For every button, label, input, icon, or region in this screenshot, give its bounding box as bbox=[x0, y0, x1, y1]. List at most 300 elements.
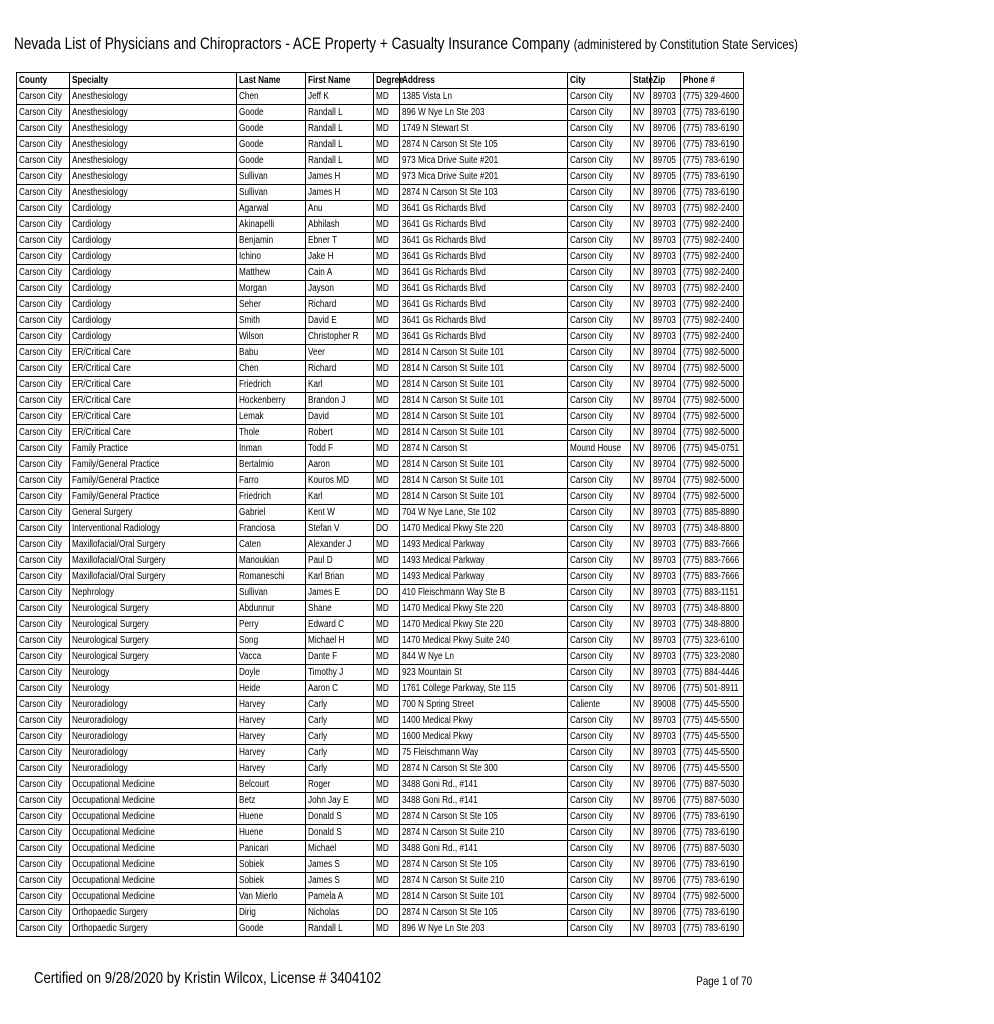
specialty-cell bbox=[70, 665, 237, 681]
cell-text: 89704 bbox=[653, 459, 676, 470]
specialty-cell bbox=[70, 217, 237, 233]
specialty-cell bbox=[70, 265, 237, 281]
specialty-cell bbox=[70, 377, 237, 393]
cell-text: Neurological Surgery bbox=[72, 635, 149, 646]
cell-text: 89704 bbox=[653, 891, 676, 902]
state-cell bbox=[631, 873, 651, 889]
address-cell bbox=[400, 169, 568, 185]
county-cell bbox=[17, 921, 70, 937]
table-row bbox=[17, 393, 744, 409]
cell-text: NV bbox=[633, 923, 645, 934]
cell-text: (775) 982-2400 bbox=[683, 283, 740, 294]
cell-text: Carson City bbox=[570, 571, 613, 582]
cell-text: Randall L bbox=[308, 139, 343, 150]
state-cell bbox=[631, 345, 651, 361]
cell-text: Carson City bbox=[19, 331, 62, 342]
cell-text: Heide bbox=[239, 683, 261, 694]
cell-text: Carson City bbox=[570, 859, 613, 870]
cell-text: 89703 bbox=[653, 507, 676, 518]
cell-text: Carson City bbox=[570, 779, 613, 790]
city-cell bbox=[568, 521, 631, 537]
city-cell bbox=[568, 121, 631, 137]
zip-cell bbox=[651, 905, 681, 921]
zip-cell bbox=[651, 825, 681, 841]
city-cell bbox=[568, 649, 631, 665]
address-cell bbox=[400, 649, 568, 665]
last-name-cell bbox=[237, 169, 306, 185]
cell-text: MD bbox=[376, 843, 389, 854]
cell-text: NV bbox=[633, 491, 645, 502]
zip-cell bbox=[651, 233, 681, 249]
first-name-cell bbox=[306, 905, 374, 921]
county-cell bbox=[17, 873, 70, 889]
cell-text: MD bbox=[376, 491, 389, 502]
degree-cell bbox=[374, 313, 400, 329]
cell-text: Carson City bbox=[19, 923, 62, 934]
cell-text: 89008 bbox=[653, 699, 676, 710]
cell-text: NV bbox=[633, 779, 645, 790]
cell-text: Harvey bbox=[239, 747, 265, 758]
specialty-cell bbox=[70, 681, 237, 697]
cell-text: ER/Critical Care bbox=[72, 347, 131, 358]
cell-text: Carson City bbox=[570, 747, 613, 758]
cell-text: MD bbox=[376, 507, 389, 518]
cell-text: Neuroradiology bbox=[72, 747, 128, 758]
last-name-cell bbox=[237, 441, 306, 457]
cell-text: (775) 982-5000 bbox=[683, 379, 740, 390]
zip-cell bbox=[651, 425, 681, 441]
cell-text: Randall L bbox=[308, 923, 343, 934]
zip-cell bbox=[651, 409, 681, 425]
cell-text: MD bbox=[376, 331, 389, 342]
city-cell bbox=[568, 713, 631, 729]
cell-text: MD bbox=[376, 667, 389, 678]
cell-text: (775) 982-5000 bbox=[683, 347, 740, 358]
county-cell bbox=[17, 153, 70, 169]
last-name-cell bbox=[237, 857, 306, 873]
last-name-cell bbox=[237, 409, 306, 425]
cell-text: Gabriel bbox=[239, 507, 266, 518]
cell-text: Jeff K bbox=[308, 91, 329, 102]
cell-text: NV bbox=[633, 587, 645, 598]
cell-text: 89703 bbox=[653, 91, 676, 102]
cell-text: Orthopaedic Surgery bbox=[72, 907, 148, 918]
table-row bbox=[17, 297, 744, 313]
cell-text: 3641 Gs Richards Blvd bbox=[402, 267, 486, 278]
last-name-cell bbox=[237, 249, 306, 265]
first-name-cell bbox=[306, 729, 374, 745]
cell-text: NV bbox=[633, 395, 645, 406]
cell-text: NV bbox=[633, 555, 645, 566]
cell-text: NV bbox=[633, 683, 645, 694]
table-row bbox=[17, 473, 744, 489]
state-cell bbox=[631, 201, 651, 217]
cell-text: 89703 bbox=[653, 923, 676, 934]
zip-cell bbox=[651, 265, 681, 281]
cell-text: 2874 N Carson St Ste 105 bbox=[402, 859, 498, 870]
city-cell bbox=[568, 457, 631, 473]
cell-text: Manoukian bbox=[239, 555, 280, 566]
table-row bbox=[17, 361, 744, 377]
county-cell bbox=[17, 809, 70, 825]
cell-text: 704 W Nye Lane, Ste 102 bbox=[402, 507, 496, 518]
zip-cell bbox=[651, 153, 681, 169]
zip-cell bbox=[651, 569, 681, 585]
table-row bbox=[17, 313, 744, 329]
first-name-cell bbox=[306, 633, 374, 649]
cell-text: 2874 N Carson St Ste 300 bbox=[402, 763, 498, 774]
cell-text: Anesthesiology bbox=[72, 187, 128, 198]
column-header-label: Last Name bbox=[239, 75, 281, 86]
cell-text: 89706 bbox=[653, 843, 676, 854]
specialty-cell bbox=[70, 713, 237, 729]
cell-text: 89706 bbox=[653, 763, 676, 774]
state-cell bbox=[631, 681, 651, 697]
cell-text: 89703 bbox=[653, 235, 676, 246]
city-cell bbox=[568, 329, 631, 345]
city-cell bbox=[568, 313, 631, 329]
cell-text: 1493 Medical Parkway bbox=[402, 571, 485, 582]
table-row bbox=[17, 825, 744, 841]
cell-text: Orthopaedic Surgery bbox=[72, 923, 148, 934]
specialty-cell bbox=[70, 873, 237, 889]
cell-text: 89703 bbox=[653, 667, 676, 678]
first-name-cell bbox=[306, 697, 374, 713]
cell-text: 3641 Gs Richards Blvd bbox=[402, 203, 486, 214]
last-name-cell bbox=[237, 713, 306, 729]
cell-text: Kouros MD bbox=[308, 475, 350, 486]
cell-text: NV bbox=[633, 139, 645, 150]
last-name-cell bbox=[237, 425, 306, 441]
cell-text: DO bbox=[376, 523, 389, 534]
cell-text: Caliente bbox=[570, 699, 601, 710]
cell-text: MD bbox=[376, 171, 389, 182]
cell-text: (775) 982-5000 bbox=[683, 411, 740, 422]
address-cell bbox=[400, 761, 568, 777]
cell-text: 89703 bbox=[653, 635, 676, 646]
cell-text: NV bbox=[633, 907, 645, 918]
county-cell bbox=[17, 729, 70, 745]
cell-text: 89703 bbox=[653, 219, 676, 230]
cell-text: Carson City bbox=[19, 763, 62, 774]
phone-cell bbox=[681, 249, 744, 265]
county-cell bbox=[17, 409, 70, 425]
last-name-cell bbox=[237, 153, 306, 169]
county-cell bbox=[17, 265, 70, 281]
cell-text: Carson City bbox=[570, 651, 613, 662]
specialty-cell bbox=[70, 537, 237, 553]
cell-text: NV bbox=[633, 331, 645, 342]
cell-text: Akinapelli bbox=[239, 219, 275, 230]
zip-cell bbox=[651, 185, 681, 201]
degree-cell bbox=[374, 377, 400, 393]
cell-text: Carson City bbox=[19, 603, 62, 614]
cell-text: 1600 Medical Pkwy bbox=[402, 731, 473, 742]
first-name-cell bbox=[306, 793, 374, 809]
table-row bbox=[17, 505, 744, 521]
cell-text: Abhilash bbox=[308, 219, 340, 230]
last-name-cell bbox=[237, 377, 306, 393]
cell-text: (775) 982-5000 bbox=[683, 363, 740, 374]
zip-cell bbox=[651, 313, 681, 329]
specialty-cell bbox=[70, 729, 237, 745]
cell-text: (775) 783-6190 bbox=[683, 155, 740, 166]
state-cell bbox=[631, 633, 651, 649]
cell-text: (775) 982-2400 bbox=[683, 235, 740, 246]
degree-cell bbox=[374, 793, 400, 809]
last-name-cell bbox=[237, 745, 306, 761]
county-cell bbox=[17, 713, 70, 729]
degree-cell bbox=[374, 521, 400, 537]
cell-text: Carson City bbox=[570, 811, 613, 822]
cell-text: Carly bbox=[308, 699, 328, 710]
cell-text: 89704 bbox=[653, 491, 676, 502]
cell-text: Goode bbox=[239, 123, 264, 134]
zip-cell bbox=[651, 553, 681, 569]
last-name-cell bbox=[237, 505, 306, 521]
address-cell bbox=[400, 889, 568, 905]
city-cell bbox=[568, 889, 631, 905]
state-cell bbox=[631, 473, 651, 489]
cell-text: (775) 945-0751 bbox=[683, 443, 740, 454]
cell-text: Cardiology bbox=[72, 203, 112, 214]
cell-text: Neurological Surgery bbox=[72, 651, 149, 662]
cell-text: NV bbox=[633, 299, 645, 310]
specialty-cell bbox=[70, 89, 237, 105]
cell-text: Ichino bbox=[239, 251, 261, 262]
cell-text: NV bbox=[633, 859, 645, 870]
county-cell bbox=[17, 137, 70, 153]
degree-cell bbox=[374, 233, 400, 249]
city-cell bbox=[568, 921, 631, 937]
city-cell bbox=[568, 761, 631, 777]
degree-cell bbox=[374, 681, 400, 697]
cell-text: Carson City bbox=[570, 459, 613, 470]
phone-cell bbox=[681, 889, 744, 905]
county-cell bbox=[17, 281, 70, 297]
first-name-cell bbox=[306, 617, 374, 633]
cell-text: 89704 bbox=[653, 363, 676, 374]
cell-text: Carson City bbox=[570, 843, 613, 854]
cell-text: Anu bbox=[308, 203, 323, 214]
address-cell bbox=[400, 361, 568, 377]
first-name-cell bbox=[306, 329, 374, 345]
cell-text: Carson City bbox=[570, 315, 613, 326]
county-cell bbox=[17, 793, 70, 809]
column-header bbox=[400, 73, 568, 89]
phone-cell bbox=[681, 633, 744, 649]
zip-cell bbox=[651, 857, 681, 873]
zip-cell bbox=[651, 681, 681, 697]
cell-text: DO bbox=[376, 907, 389, 918]
cell-text: ER/Critical Care bbox=[72, 411, 131, 422]
table-row bbox=[17, 873, 744, 889]
column-header-label: Zip bbox=[653, 75, 666, 86]
cell-text: Neuroradiology bbox=[72, 731, 128, 742]
first-name-cell bbox=[306, 377, 374, 393]
cell-text: Anesthesiology bbox=[72, 91, 128, 102]
cell-text: Carson City bbox=[570, 299, 613, 310]
cell-text: Neurology bbox=[72, 683, 110, 694]
cell-text: Carson City bbox=[570, 587, 613, 598]
degree-cell bbox=[374, 537, 400, 553]
state-cell bbox=[631, 809, 651, 825]
cell-text: NV bbox=[633, 635, 645, 646]
cell-text: NV bbox=[633, 699, 645, 710]
cell-text: Family/General Practice bbox=[72, 459, 160, 470]
zip-cell bbox=[651, 841, 681, 857]
cell-text: Harvey bbox=[239, 715, 265, 726]
cell-text: Sobiek bbox=[239, 859, 265, 870]
cell-text: Cardiology bbox=[72, 235, 112, 246]
state-cell bbox=[631, 505, 651, 521]
degree-cell bbox=[374, 201, 400, 217]
cell-text: 896 W Nye Ln Ste 203 bbox=[402, 107, 485, 118]
table-row bbox=[17, 553, 744, 569]
first-name-cell bbox=[306, 809, 374, 825]
zip-cell bbox=[651, 217, 681, 233]
cell-text: James S bbox=[308, 859, 340, 870]
cell-text: Pamela A bbox=[308, 891, 344, 902]
address-cell bbox=[400, 681, 568, 697]
cell-text: Carly bbox=[308, 763, 328, 774]
city-cell bbox=[568, 425, 631, 441]
county-cell bbox=[17, 345, 70, 361]
city-cell bbox=[568, 281, 631, 297]
city-cell bbox=[568, 537, 631, 553]
table-row bbox=[17, 409, 744, 425]
phone-cell bbox=[681, 281, 744, 297]
page-number-text: Page 1 of 70 bbox=[696, 974, 752, 988]
degree-cell bbox=[374, 777, 400, 793]
specialty-cell bbox=[70, 233, 237, 249]
first-name-cell bbox=[306, 313, 374, 329]
cell-text: Carson City bbox=[570, 283, 613, 294]
cell-text: NV bbox=[633, 203, 645, 214]
cell-text: 2874 N Carson St Suite 210 bbox=[402, 827, 505, 838]
column-header bbox=[631, 73, 654, 89]
cell-text: Harvey bbox=[239, 731, 265, 742]
cell-text: 89704 bbox=[653, 379, 676, 390]
specialty-cell bbox=[70, 745, 237, 761]
cell-text: (775) 445-5500 bbox=[683, 715, 740, 726]
cell-text: NV bbox=[633, 411, 645, 422]
degree-cell bbox=[374, 745, 400, 761]
cell-text: Robert bbox=[308, 427, 333, 438]
zip-cell bbox=[651, 521, 681, 537]
cell-text: (775) 982-2400 bbox=[683, 203, 740, 214]
last-name-cell bbox=[237, 185, 306, 201]
first-name-cell bbox=[306, 777, 374, 793]
table-row bbox=[17, 153, 744, 169]
specialty-cell bbox=[70, 105, 237, 121]
state-cell bbox=[631, 89, 651, 105]
state-cell bbox=[631, 921, 651, 937]
last-name-cell bbox=[237, 393, 306, 409]
specialty-cell bbox=[70, 793, 237, 809]
phone-cell bbox=[681, 761, 744, 777]
table-row bbox=[17, 329, 744, 345]
cell-text: (775) 982-2400 bbox=[683, 315, 740, 326]
cell-text: (775) 883-7666 bbox=[683, 571, 740, 582]
phone-cell bbox=[681, 553, 744, 569]
cell-text: NV bbox=[633, 315, 645, 326]
cell-text: ER/Critical Care bbox=[72, 379, 131, 390]
city-cell bbox=[568, 729, 631, 745]
address-cell bbox=[400, 553, 568, 569]
phone-cell bbox=[681, 105, 744, 121]
cell-text: Aaron C bbox=[308, 683, 339, 694]
cell-text: Randall L bbox=[308, 107, 343, 118]
table-row bbox=[17, 217, 744, 233]
cell-text: Matthew bbox=[239, 267, 270, 278]
state-cell bbox=[631, 841, 651, 857]
phone-cell bbox=[681, 89, 744, 105]
cell-text: (775) 887-5030 bbox=[683, 779, 740, 790]
cell-text: John Jay E bbox=[308, 795, 349, 806]
cell-text: Carson City bbox=[19, 315, 62, 326]
cell-text: NV bbox=[633, 507, 645, 518]
cell-text: Carson City bbox=[19, 283, 62, 294]
cell-text: (775) 445-5500 bbox=[683, 731, 740, 742]
cell-text: 3641 Gs Richards Blvd bbox=[402, 331, 486, 342]
address-cell bbox=[400, 809, 568, 825]
cell-text: Carson City bbox=[19, 811, 62, 822]
cell-text: MD bbox=[376, 811, 389, 822]
cell-text: 3641 Gs Richards Blvd bbox=[402, 299, 486, 310]
cell-text: 89706 bbox=[653, 859, 676, 870]
cell-text: Belcourt bbox=[239, 779, 270, 790]
cell-text: 89706 bbox=[653, 683, 676, 694]
cell-text: (775) 982-2400 bbox=[683, 267, 740, 278]
county-cell bbox=[17, 633, 70, 649]
last-name-cell bbox=[237, 569, 306, 585]
county-cell bbox=[17, 521, 70, 537]
degree-cell bbox=[374, 249, 400, 265]
cell-text: (775) 348-8800 bbox=[683, 619, 740, 630]
cell-text: (775) 887-5030 bbox=[683, 843, 740, 854]
specialty-cell bbox=[70, 329, 237, 345]
specialty-cell bbox=[70, 201, 237, 217]
specialty-cell bbox=[70, 809, 237, 825]
cell-text: 89705 bbox=[653, 171, 676, 182]
state-cell bbox=[631, 217, 651, 233]
degree-cell bbox=[374, 105, 400, 121]
cell-text: MD bbox=[376, 395, 389, 406]
cell-text: MD bbox=[376, 731, 389, 742]
state-cell bbox=[631, 793, 651, 809]
cell-text: MD bbox=[376, 619, 389, 630]
cell-text: 2814 N Carson St Suite 101 bbox=[402, 475, 505, 486]
zip-cell bbox=[651, 761, 681, 777]
cell-text: MD bbox=[376, 219, 389, 230]
first-name-cell bbox=[306, 297, 374, 313]
county-cell bbox=[17, 489, 70, 505]
city-cell bbox=[568, 569, 631, 585]
state-cell bbox=[631, 585, 651, 601]
cell-text: MD bbox=[376, 107, 389, 118]
cell-text: Karl bbox=[308, 491, 323, 502]
degree-cell bbox=[374, 473, 400, 489]
zip-cell bbox=[651, 441, 681, 457]
cell-text: Mound House bbox=[570, 443, 622, 454]
city-cell bbox=[568, 217, 631, 233]
cell-text: Neuroradiology bbox=[72, 763, 128, 774]
table-row bbox=[17, 617, 744, 633]
state-cell bbox=[631, 745, 651, 761]
cell-text: 89703 bbox=[653, 523, 676, 534]
cell-text: Neurological Surgery bbox=[72, 619, 149, 630]
